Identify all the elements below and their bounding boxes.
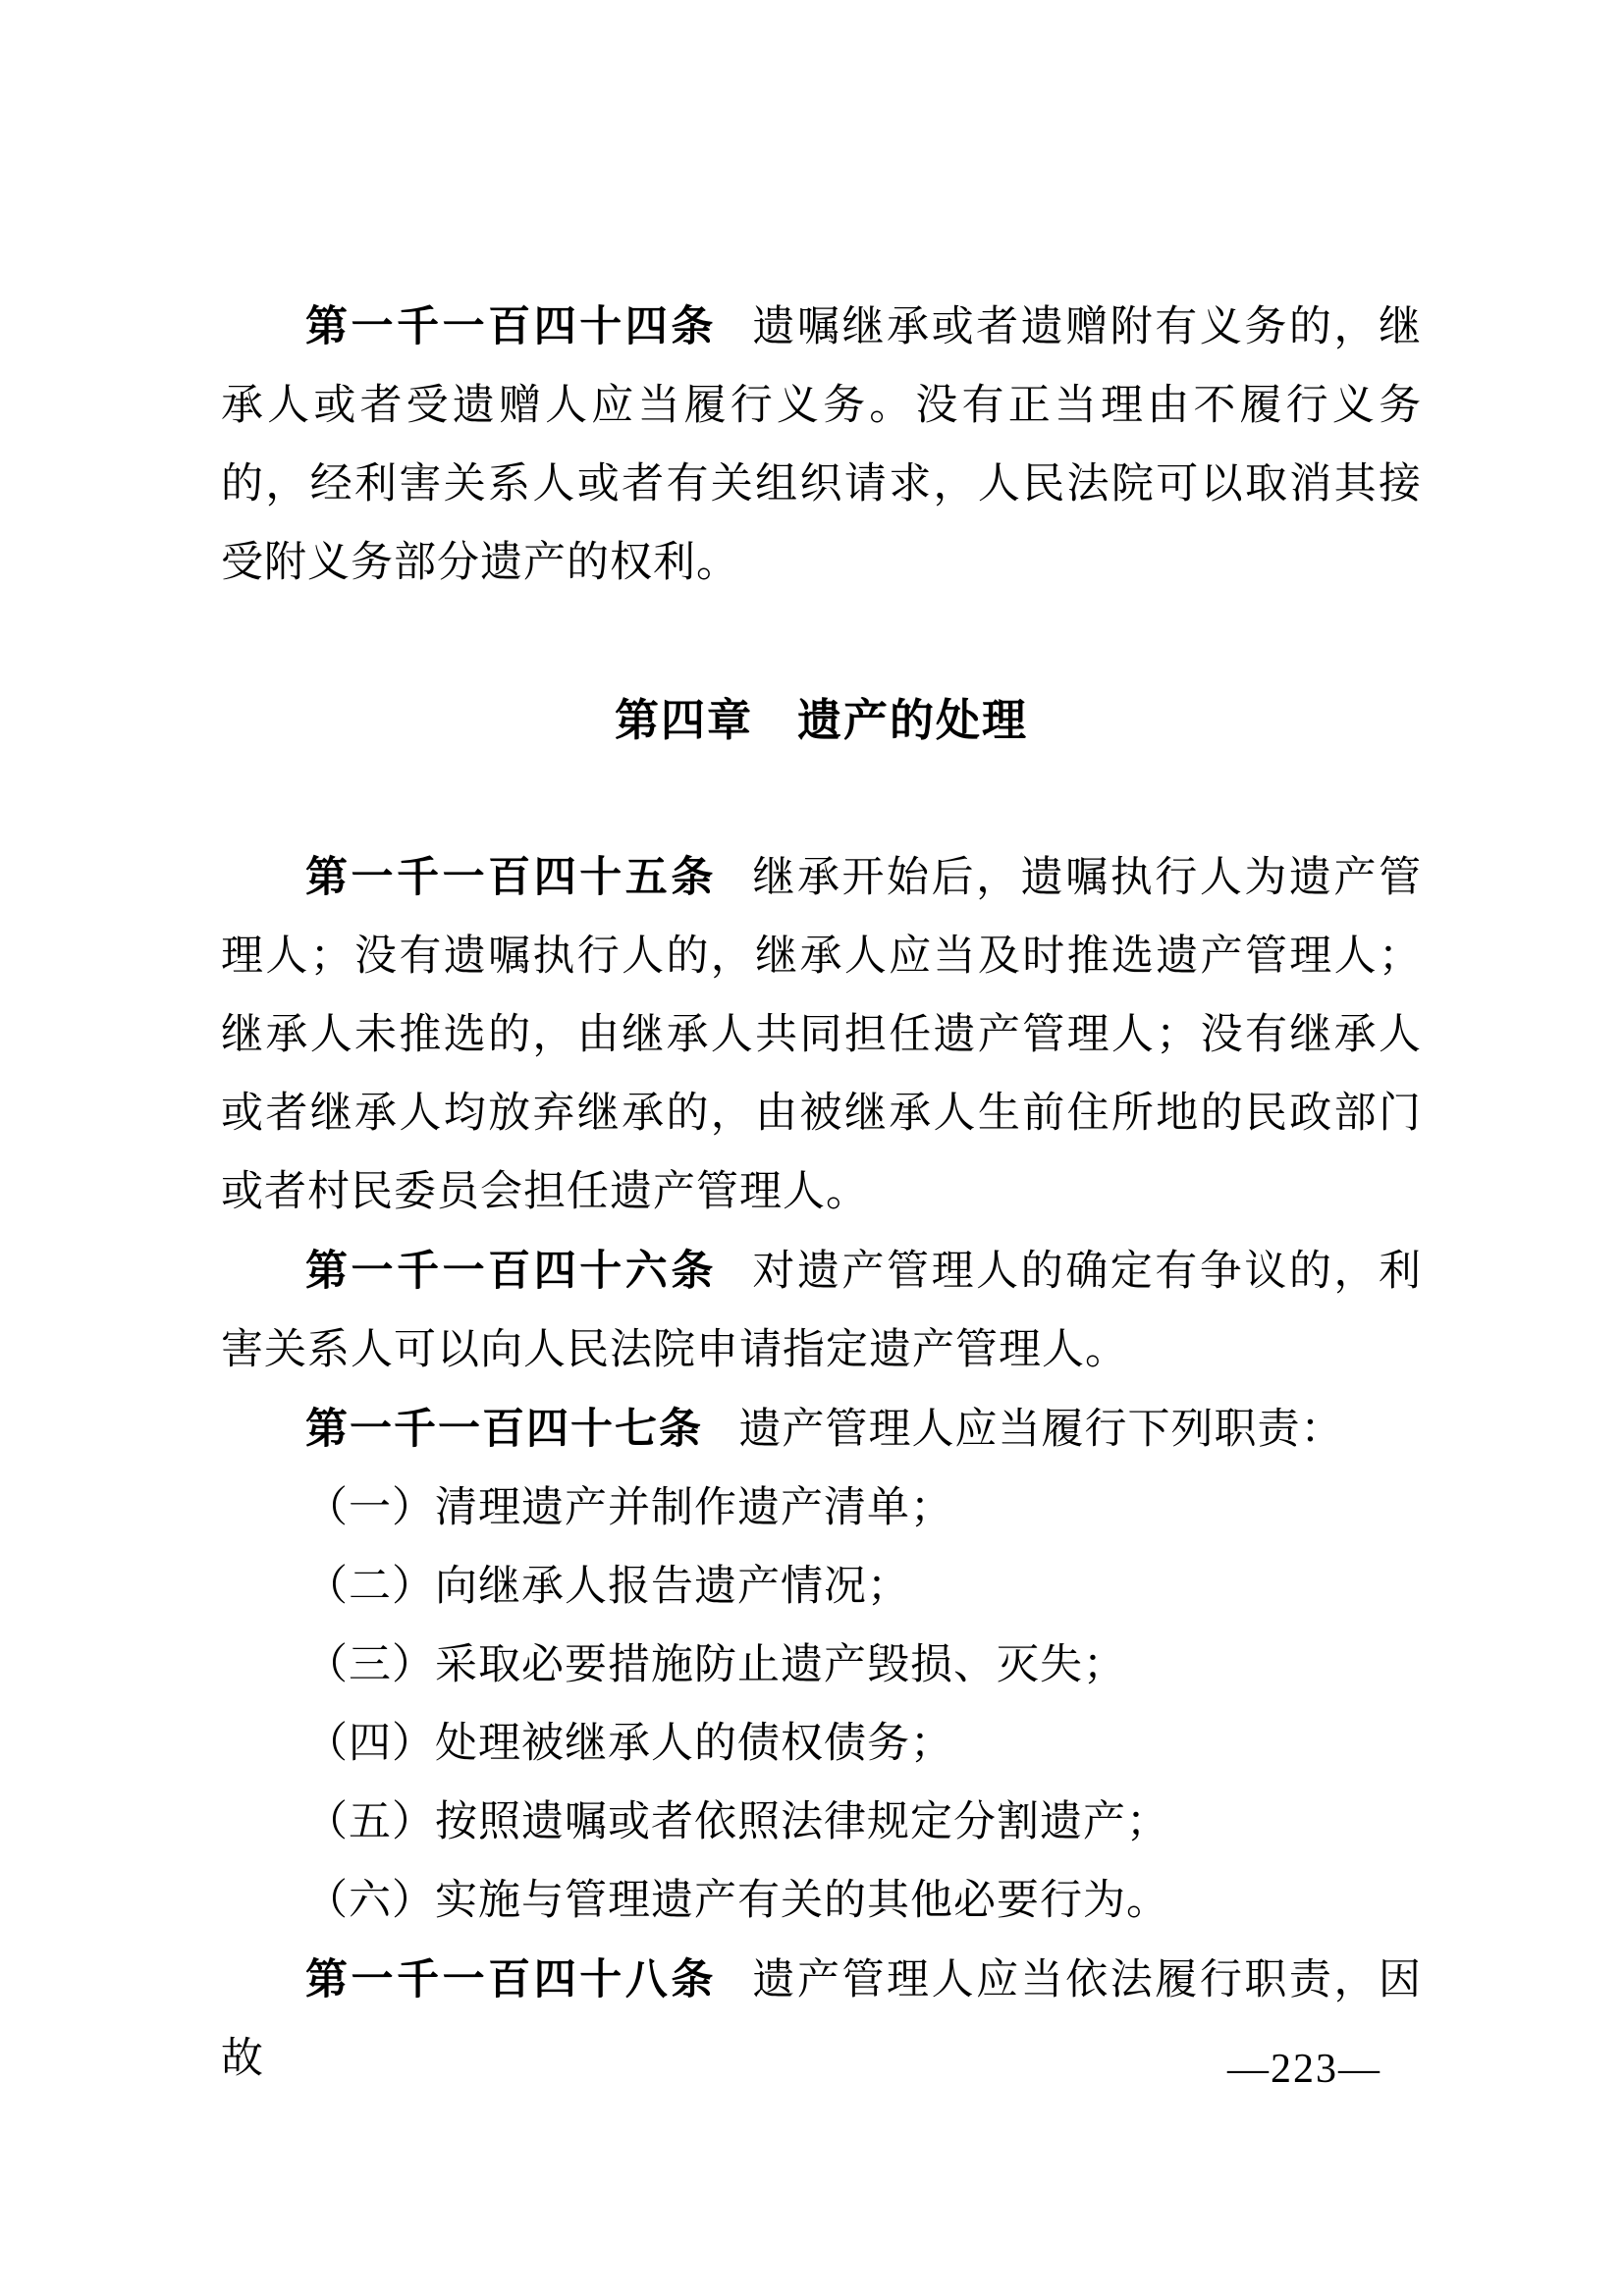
chapter-title: 遗产的处理 <box>797 695 1029 745</box>
document-body <box>221 288 1422 2099</box>
article-1146-number: 第一千一百四十六条 <box>305 1248 717 1295</box>
page-number: —223— <box>1227 2047 1381 2092</box>
duty-item-1: （一）清理遗产并制作遗产清单； <box>305 1485 953 1531</box>
article-1146-text: 对遗产管理人的确定有争议的，利害关系人可以向人民法院申请指定遗产管理人。 <box>221 1249 1423 1373</box>
article-1147-paragraph <box>221 1390 1422 1469</box>
article-1147-number: 第一千一百四十七条 <box>305 1406 703 1453</box>
duty-item-4: （四）处理被继承人的债权债务； <box>305 1721 953 1767</box>
article-1144-number: 第一千一百四十四条 <box>305 303 717 350</box>
article-1145-paragraph <box>221 838 1422 1232</box>
article-1145-number: 第一千一百四十五条 <box>305 854 717 901</box>
article-1148-number: 第一千一百四十八条 <box>305 1956 717 2003</box>
duty-item-6: （六）实施与管理遗产有关的其他必要行为。 <box>305 1878 1169 1924</box>
article-1144-paragraph <box>221 288 1422 603</box>
duty-item-2: （二）向继承人报告遗产情况； <box>305 1564 910 1610</box>
article-1146-paragraph <box>221 1232 1422 1390</box>
article-1147-text: 遗产管理人应当履行下列职责： <box>738 1407 1344 1453</box>
chapter-heading <box>221 681 1422 760</box>
chapter-number: 第四章 <box>614 695 753 745</box>
duty-item-3: （三）采取必要措施防止遗产毁损、灭失； <box>305 1642 1126 1688</box>
duty-item-5: （五）按照遗嘱或者依照法律规定分割遗产； <box>305 1799 1169 1845</box>
article-1144-text: 遗嘱继承或者遗赠附有义务的，继承人或者受遗赠人应当履行义务。没有正当理由不履行义务的，经利害关系人或者有关组织请求，人民法院可以取消其接受附义务部分遗产的权利。 <box>221 304 1423 586</box>
article-1148-text: 遗产管理人应当依法履行职责，因故 <box>221 1957 1423 2082</box>
article-1145-text: 继承开始后，遗嘱执行人为遗产管理人；没有遗嘱执行人的，继承人应当及时推选遗产管理人；继承人未推选的，由继承人共同担任遗产管理人；没有继承人或者继承人均放弃继承的，由被继承人生前住所地的民政部门或者村民委员会担任遗产管理人。 <box>221 855 1423 1215</box>
